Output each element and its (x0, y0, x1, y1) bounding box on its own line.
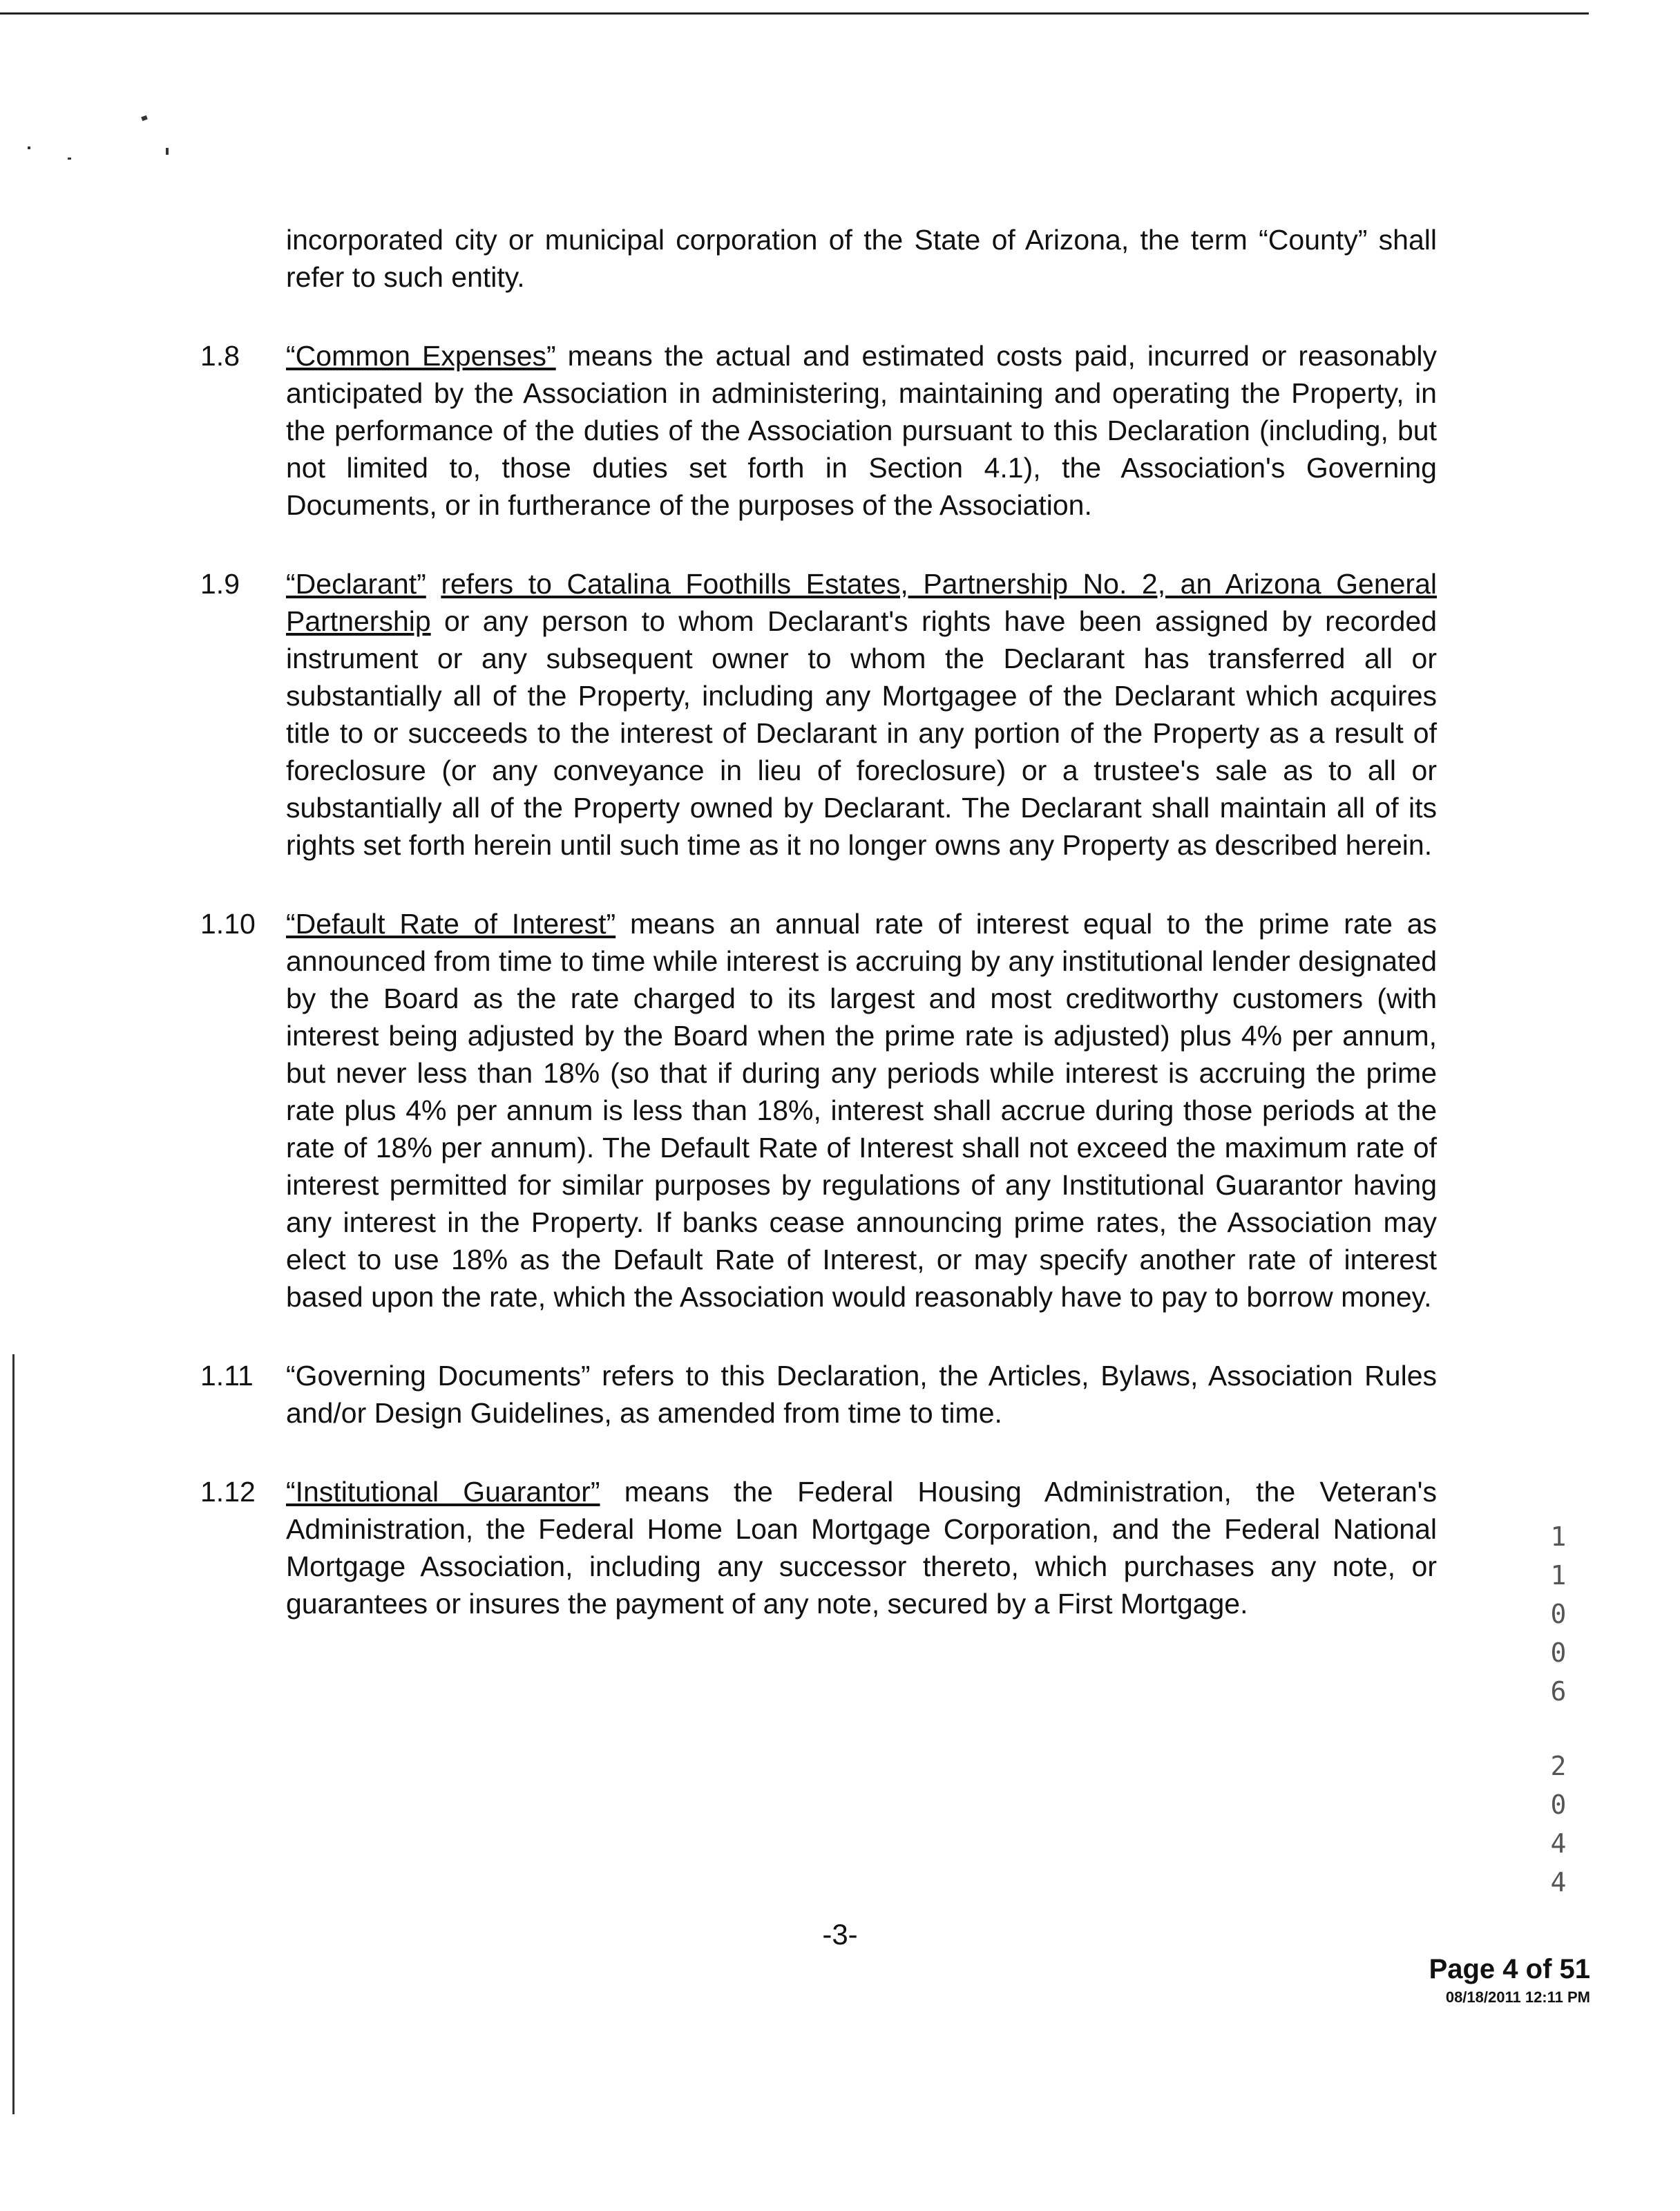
scan-speck (166, 148, 169, 155)
stamp-digit: 0 (1550, 1599, 1567, 1629)
declarant-entity: refers to Catalina Foothills Estates, Partnership No. 2, an Arizona General Partnership (286, 568, 1437, 637)
section-body (286, 905, 1437, 1316)
scan-speck (68, 158, 71, 160)
section-number: 1.9 (200, 568, 240, 600)
intro-paragraph: incorporated city or municipal corporation of the State of Arizona, the term “County” shall refer to such entity. (286, 224, 1437, 293)
defined-term: “Default Rate of Interest” (286, 908, 616, 940)
section-text: means the actual and estimated costs paid, incurred or reasonably anticipated by the Association in administering, maintaining and operating the Property, in the performance of the duties of the Association pursuant to this Declaration (including, but not limited to, those duties set forth in Section 4.1), the Association's Governing Documents, or in furtherance of the purposes of the Association. (286, 340, 1437, 521)
stamp-digit: 4 (1550, 1867, 1567, 1897)
section-body (286, 1357, 1437, 1432)
left-scan-rule (12, 1354, 15, 2114)
defined-term: “Declarant” (286, 568, 426, 600)
section-number: 1.11 (200, 1360, 254, 1392)
section-body (286, 565, 1437, 864)
section-number: 1.12 (200, 1476, 256, 1508)
section-1-12 (200, 1473, 1437, 1622)
page-of-count: Page 4 of 51 (1429, 1954, 1590, 1984)
section-body (286, 337, 1437, 524)
defined-term: “Institutional Guarantor” (286, 1476, 600, 1508)
scan-speck (28, 146, 30, 149)
section-text: or any person to whom Declarant's rights have been assigned by recorded instrument or any subsequent owner to whom the Declarant has transferred all or substantially all of the Property, including any Mortgagee of the Declarant which acquires title to or succeeds to the interest of Declarant in any portion of the Property as a result of foreclosure (or any conveyance in lieu of foreclosure) or a trustee's sale as to all or substantially all of the Property owned by Declarant. The Declarant shall maintain all of its rights set forth herein until such time as it no longer owns any Property as described herein. (286, 605, 1437, 861)
section-body (286, 1473, 1437, 1622)
recording-number-stamp (1545, 1517, 1572, 1901)
print-timestamp: 08/18/2011 12:11 PM (1445, 1989, 1590, 2006)
top-scan-rule (0, 12, 1589, 15)
stamp-digit: 1 (1550, 1521, 1567, 1552)
defined-term: “Common Expenses” (286, 340, 556, 372)
stamp-digit: 0 (1550, 1638, 1567, 1668)
stamp-digit: 6 (1550, 1676, 1567, 1707)
section-number: 1.8 (200, 340, 240, 372)
stamp-digit: 2 (1550, 1751, 1567, 1781)
section-1-11 (200, 1357, 1437, 1432)
stamp-gap (1545, 1711, 1572, 1747)
document-body (200, 221, 1437, 1664)
section-1-9 (200, 565, 1437, 864)
page-number: -3- (822, 1918, 858, 1951)
stamp-digit: 1 (1550, 1560, 1567, 1591)
section-text: means the Federal Housing Administration, the Veteran's Administration, the Federal Home Loan Mortgage Corporation, and the Federal National Mortgage Association, including any successor thereto, which purchases any note, or guarantees or insures the payment of any note, secured by a First Mortgage. (286, 1476, 1437, 1620)
section-1-8 (200, 337, 1437, 524)
section-number: 1.10 (200, 908, 256, 940)
stamp-digit: 4 (1550, 1828, 1567, 1859)
section-1-10 (200, 905, 1437, 1316)
scan-speck (141, 115, 148, 121)
section-text: means an annual rate of interest equal to the prime rate as announced from time to time while interest is accruing by any institutional lender designated by the Board as the rate charged to its largest and most creditworthy customers (with interest being adjusted by the Board when the prime rate is adjusted) plus 4% per annum, but never less than 18% (so that if during any periods while interest is accruing the prime rate plus 4% per annum is less than 18%, interest shall accrue during those periods at the rate of 18% per annum). The Default Rate of Interest shall not exceed the maximum rate of interest permitted for similar purposes by regulations of any Institutional Guarantor having any interest in the Property. If banks cease announcing prime rates, the Association may elect to use 18% as the Default Rate of Interest, or may specify another rate of interest based upon the rate, which the Association would reasonably have to pay to borrow money. (286, 908, 1437, 1313)
section-text: “Governing Documents” refers to this Declaration, the Articles, Bylaws, Association Rules and/or Design Guidelines, as amended from time to time. (286, 1360, 1437, 1429)
stamp-digit: 0 (1550, 1790, 1567, 1820)
